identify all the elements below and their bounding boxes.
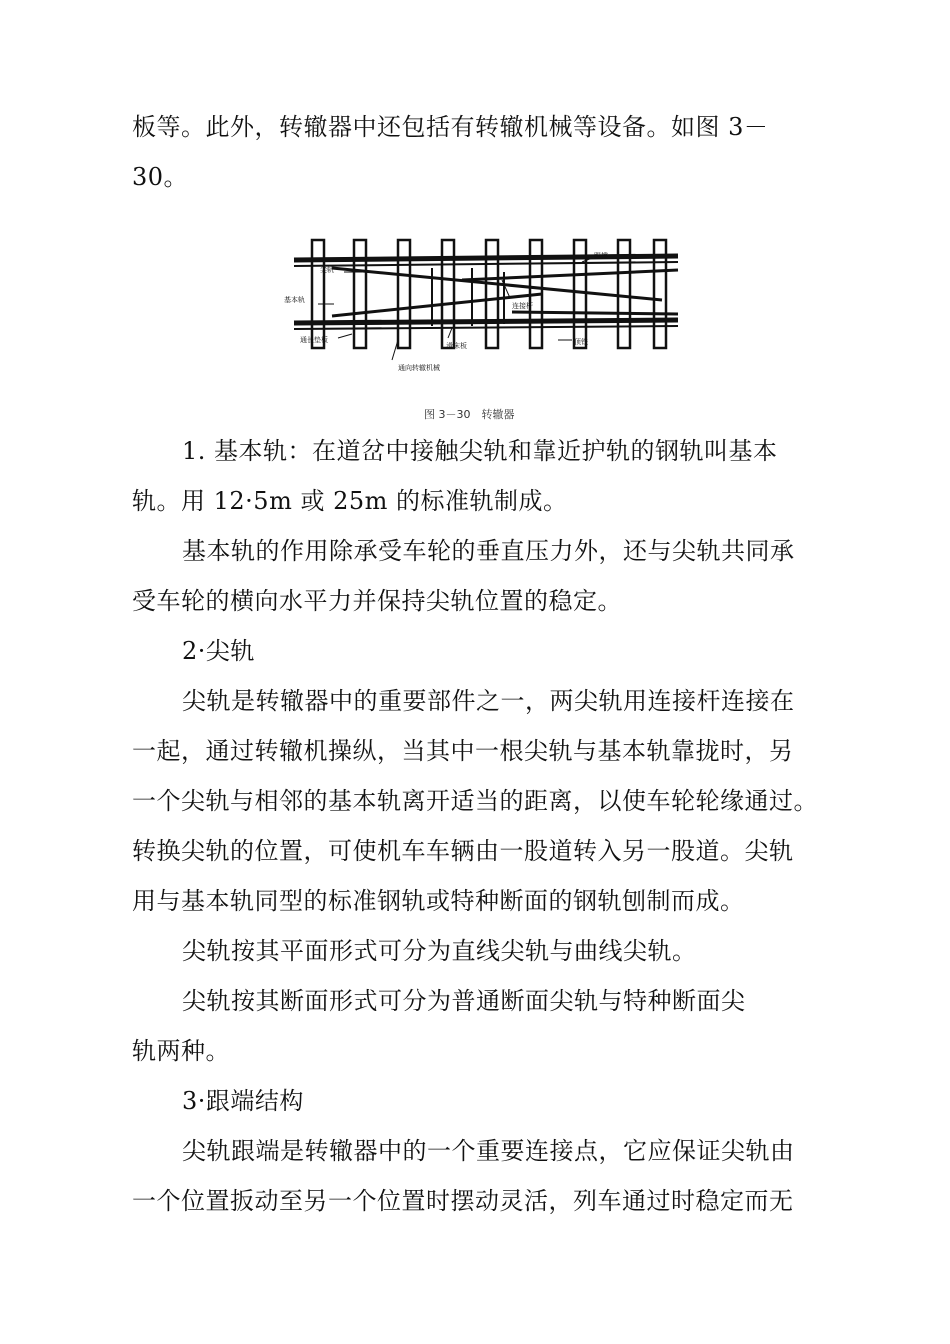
paragraph-line: 尖轨按其断面形式可分为普通断面尖轨与特种断面尖 bbox=[182, 987, 746, 1015]
paragraph-line: 30。 bbox=[132, 163, 189, 191]
label-tip-rail: 尖轨 bbox=[320, 266, 334, 274]
section-heading: 2·尖轨 bbox=[182, 637, 255, 665]
paragraph-line: 一起，通过转辙机操纵，当其中一根尖轨与基本轨靠拢时，另 bbox=[132, 737, 794, 765]
label-top-iron: 顶铁 bbox=[574, 338, 588, 346]
paragraph-line: 尖轨按其平面形式可分为直线尖轨与曲线尖轨。 bbox=[182, 937, 697, 965]
label-switch-machine: 通向转辙机械 bbox=[398, 364, 440, 372]
label-long-plate: 通长垫板 bbox=[300, 336, 328, 344]
paragraph-line: 轨。用 12·5m 或 25m 的标准轨制成。 bbox=[132, 487, 568, 515]
paragraph-line: 一个位置扳动至另一个位置时摆动灵活，列车通过时稳定而无 bbox=[132, 1187, 794, 1215]
paragraph-line: 转换尖轨的位置，可使机车车辆由一股道转入另一股道。尖轨 bbox=[132, 837, 794, 865]
paragraph-line: 用与基本轨同型的标准钢轨或特种断面的钢轨刨制而成。 bbox=[132, 887, 745, 915]
label-connecting-rod: 连接杆 bbox=[512, 302, 533, 310]
switch-diagram-drawing bbox=[282, 228, 688, 400]
paragraph-line: 尖轨是转辙器中的重要部件之一，两尖轨用连接杆连接在 bbox=[182, 687, 795, 715]
label-slide-plate: 滑床板 bbox=[446, 342, 467, 350]
paragraph-line: 受车轮的横向水平力并保持尖轨位置的稳定。 bbox=[132, 587, 622, 615]
paragraph-line: 尖轨跟端是转辙器中的一个重要连接点，它应保证尖轨由 bbox=[182, 1137, 795, 1165]
paragraph-line: 板等。此外，转辙器中还包括有转辙机械等设备。如图 3－ bbox=[132, 113, 769, 141]
paragraph-line: 一个尖轨与相邻的基本轨离开适当的距离，以使车轮轮缘通过。 bbox=[132, 787, 818, 815]
label-heel-clamp: 跟撑 bbox=[594, 252, 608, 260]
paragraph-line: 基本轨的作用除承受车轮的垂直压力外，还与尖轨共同承 bbox=[182, 537, 795, 565]
switch-diagram bbox=[282, 228, 688, 400]
paragraph-line: 1. 基本轨：在道岔中接触尖轨和靠近护轨的钢轨叫基本 bbox=[182, 437, 778, 465]
figure-caption: 图 3－30 转辙器 bbox=[424, 408, 515, 421]
section-heading: 3·跟端结构 bbox=[182, 1087, 304, 1115]
paragraph-line: 轨两种。 bbox=[132, 1037, 230, 1065]
label-stock-rail: 基本轨 bbox=[284, 296, 305, 304]
